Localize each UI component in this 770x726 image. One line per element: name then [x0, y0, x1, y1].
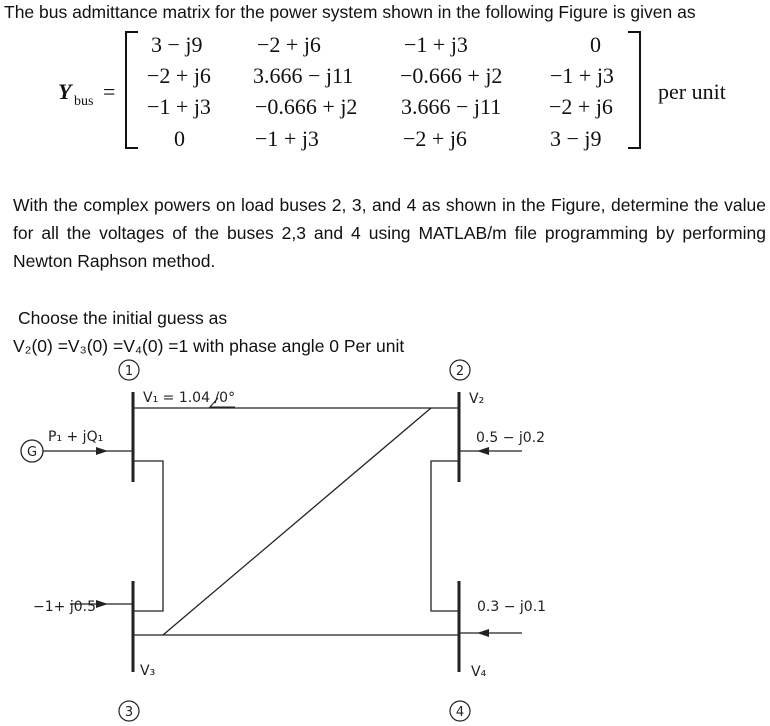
matrix-cell: −1 + j3 [404, 32, 468, 57]
bus1-voltage: V₁ = 1.04 /0° [143, 390, 236, 406]
bus3-voltage: V₃ [140, 663, 156, 679]
bus3-load-label: −1+ j0.5 [33, 599, 96, 615]
right-bracket [628, 32, 640, 148]
matrix-cell: −1 + j3 [147, 94, 211, 119]
arrow-bus3-load [96, 600, 108, 608]
matrix-cell: −0.666 + j2 [255, 94, 358, 119]
matrix-cell: −2 + j6 [403, 126, 467, 151]
guess-line: V₂(0) =V₃(0) =V₄(0) =1 with phase angle 0 Per unit [13, 336, 405, 356]
guess-intro: Choose the initial guess as [18, 308, 228, 328]
power-system-diagram [0, 350, 770, 726]
bus-number: 2 [455, 364, 465, 379]
ybus-subscript: bus [74, 94, 94, 109]
generator-label: P₁ + jQ₁ [48, 429, 104, 445]
arrow-generator [96, 447, 108, 455]
matrix-cell: −2 + j6 [257, 32, 321, 57]
matrix-cell: 3.666 − j11 [401, 94, 502, 119]
bus2-load-label: 0.5 − j0.2 [476, 430, 546, 446]
task-paragraph: With the complex powers on load buses 2, 3, and 4 as shown in the Figure, determine the value for all the voltages of the buses 2,3 and 4 using MATLAB/m file programming by performing Newton Raphson method. [13, 195, 766, 271]
matrix-cell: 0 [174, 126, 185, 151]
intro-text: The bus admittance matrix for the power system shown in the following Figure is given as [4, 2, 696, 22]
bus-number: 3 [124, 705, 134, 720]
line-2-4 [431, 461, 459, 611]
bus-number: 1 [124, 364, 134, 379]
arrow-bus2-load [477, 447, 489, 455]
generator-symbol: G [26, 445, 38, 460]
matrix-cell: −0.666 + j2 [400, 63, 503, 88]
ybus-symbol: Y [58, 79, 72, 104]
bus4-load-label: 0.3 − j0.1 [477, 599, 547, 615]
matrix-cell: −1 + j3 [550, 63, 614, 88]
matrix-cell: −2 + j6 [147, 63, 211, 88]
bus-number: 4 [455, 705, 465, 720]
unit-label: per unit [658, 79, 726, 104]
arrow-bus4-load [477, 629, 489, 637]
matrix-cell: −1 + j3 [255, 126, 319, 151]
matrix-cell: 3.666 − j11 [253, 63, 354, 88]
bus4-voltage: V₄ [471, 664, 487, 680]
line-2-3 [163, 408, 431, 635]
bus2-voltage: V₂ [469, 391, 485, 407]
matrix-brackets [0, 0, 770, 170]
matrix-cell: 3 − j9 [151, 32, 203, 57]
left-bracket [126, 32, 138, 148]
matrix-cell: −2 + j6 [549, 94, 613, 119]
line-1-3 [133, 461, 163, 611]
equals-sign: = [103, 79, 116, 104]
matrix-cell: 0 [590, 32, 601, 57]
matrix-cell: 3 − j9 [550, 126, 602, 151]
